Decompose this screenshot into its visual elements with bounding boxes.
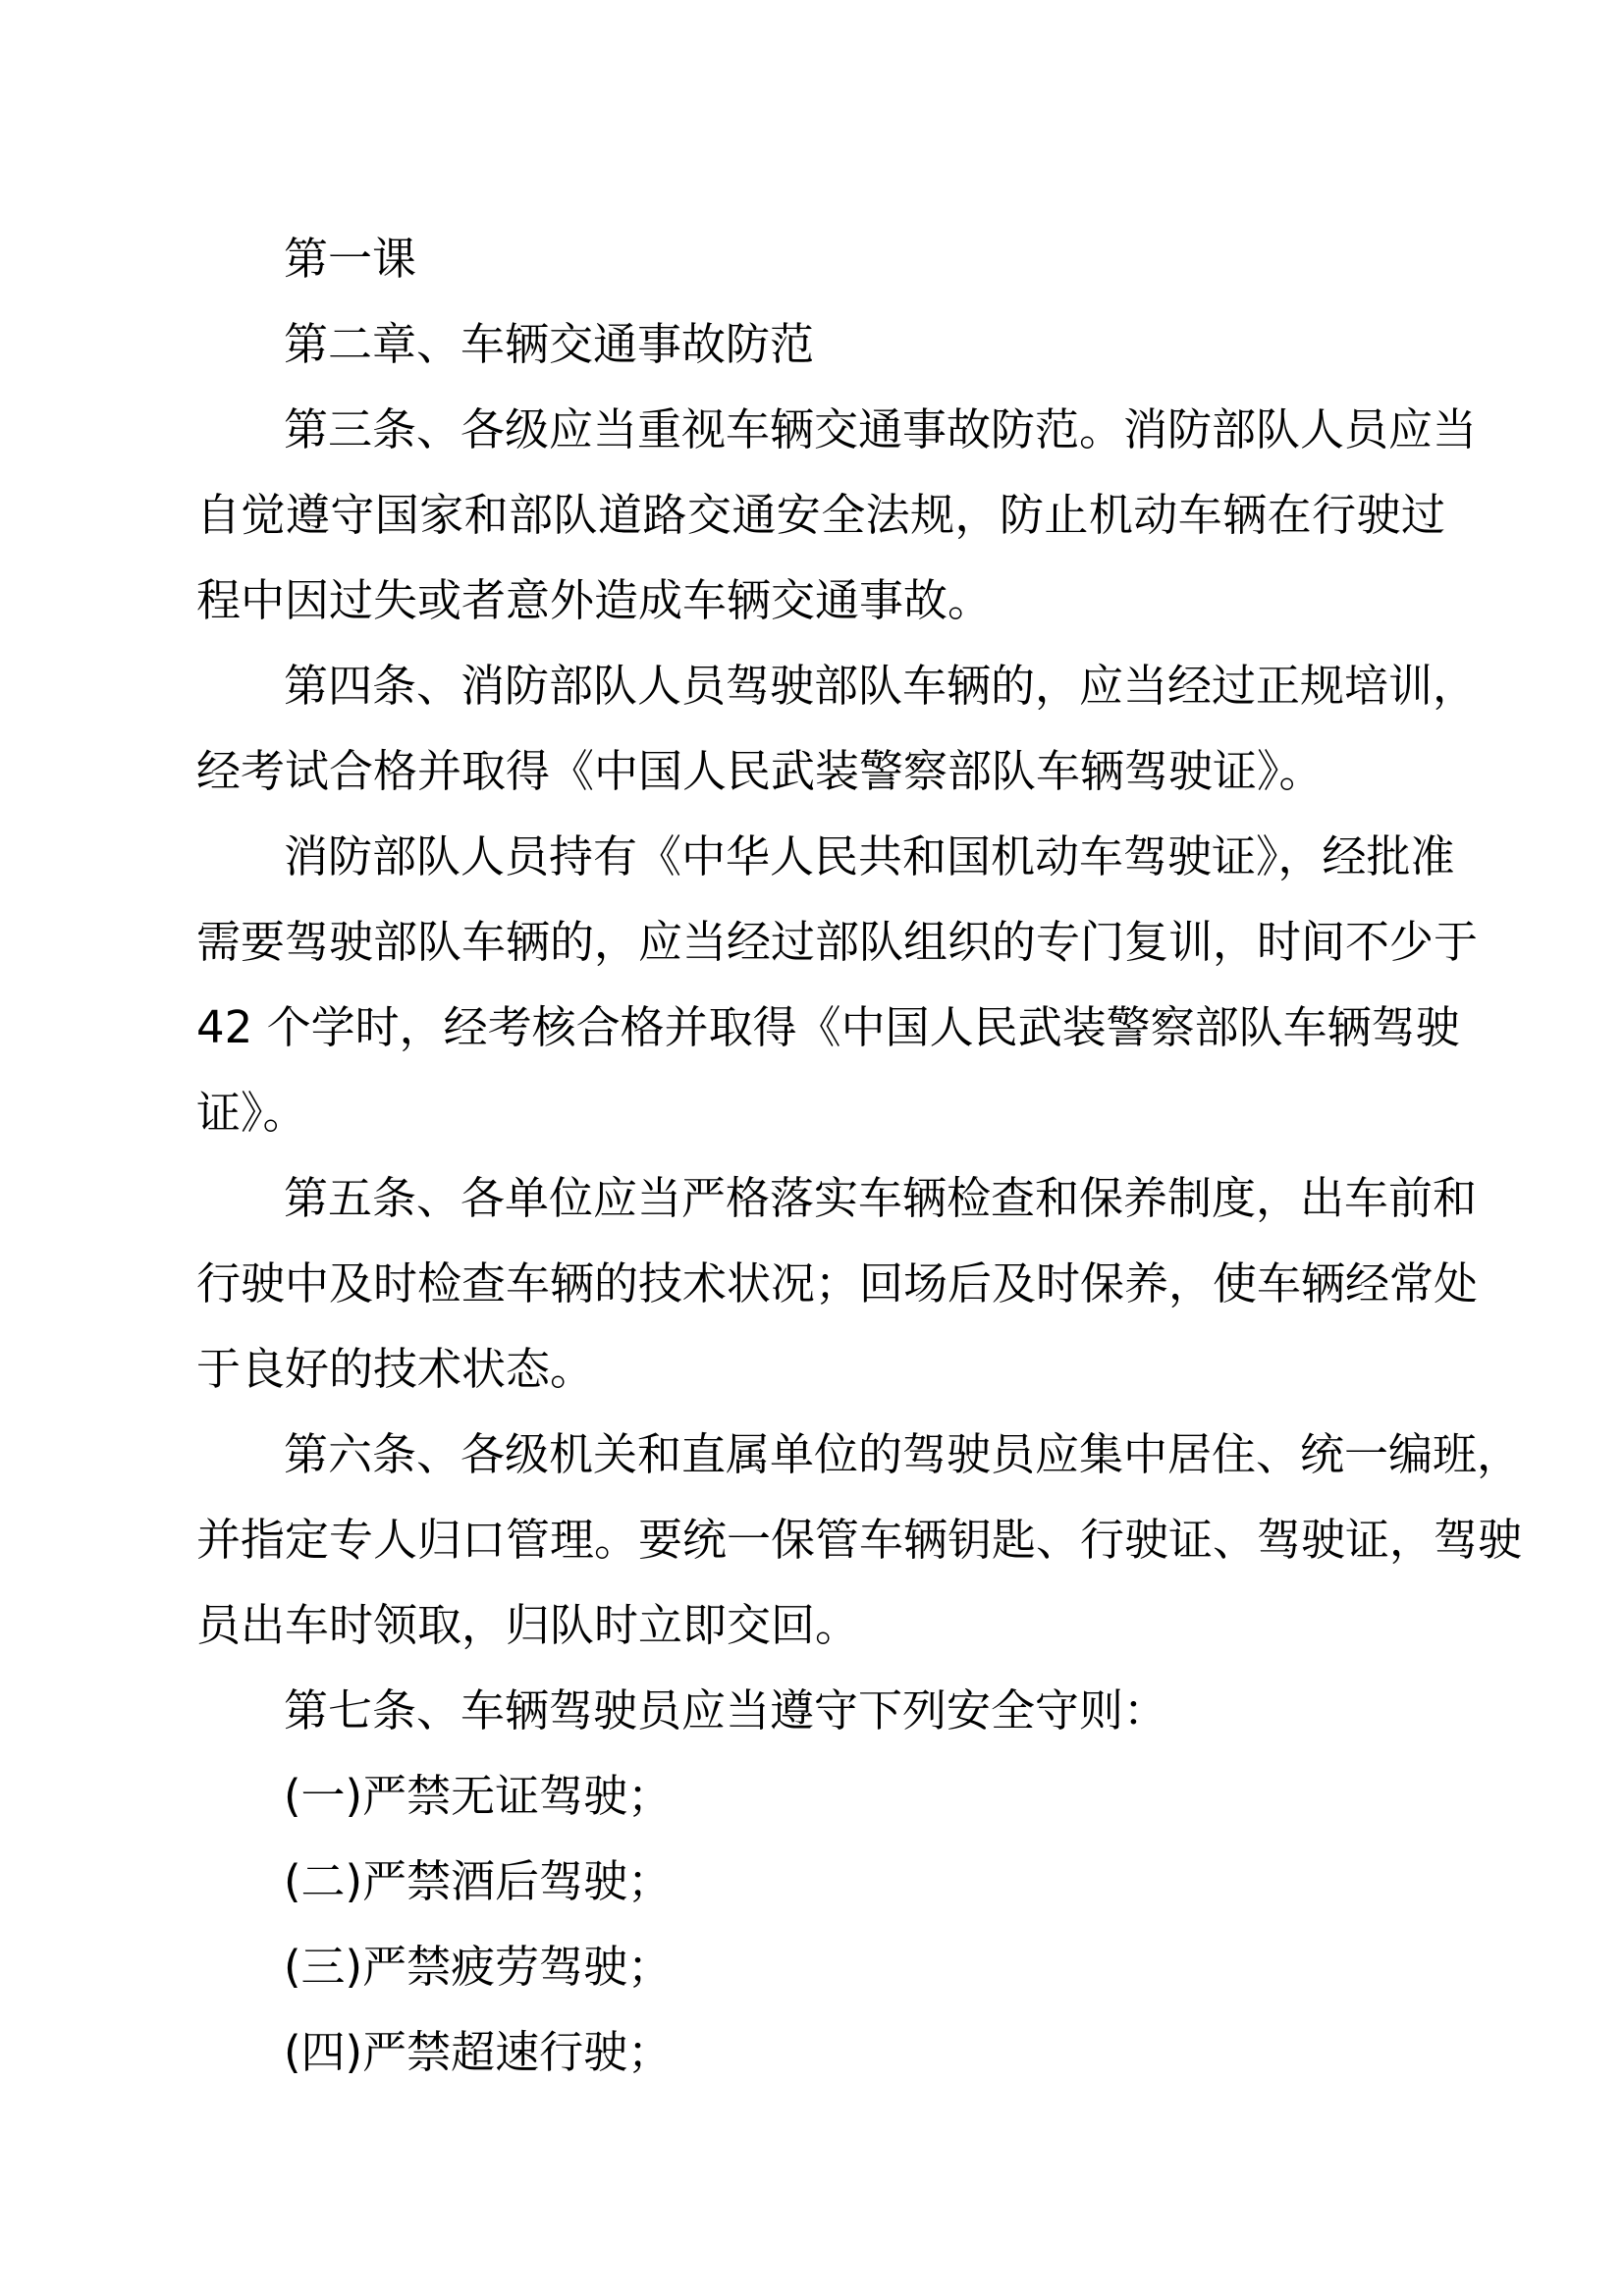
text-line: 第五条、各单位应当严格落实车辆检查和保养制度，出车前和 bbox=[284, 1172, 1478, 1224]
paragraph bbox=[196, 1753, 1445, 1839]
paragraph bbox=[196, 1668, 1445, 1753]
text-line: 员出车时领取，归队时立即交回。 bbox=[196, 1599, 860, 1651]
text-line: 经考试合格并取得《中国人民武装警察部队车辆驾驶证》。 bbox=[196, 745, 1324, 797]
paragraph bbox=[196, 2009, 1445, 2095]
paragraph bbox=[196, 387, 1478, 643]
paragraph bbox=[196, 1412, 1523, 1668]
text-line: 自觉遵守国家和部队道路交通安全法规，防止机动车辆在行驶过 bbox=[196, 489, 1445, 541]
text-line: 第七条、车辆驾驶员应当遵守下列安全守则： bbox=[284, 1684, 1168, 1736]
text-line: 行驶中及时检查车辆的技术状况；回场后及时保养，使车辆经常处 bbox=[196, 1257, 1479, 1309]
text-line: 42 个学时，经考核合格并取得《中国人民武装警察部队车辆驾驶 bbox=[196, 1001, 1460, 1053]
paragraph bbox=[196, 1155, 1479, 1412]
paragraph bbox=[196, 1924, 1445, 2009]
paragraph bbox=[196, 216, 1445, 301]
paragraph bbox=[196, 1839, 1445, 1924]
text-line: (二)严禁酒后驾驶； bbox=[284, 1855, 673, 1907]
text-line: (四)严禁超速行驶； bbox=[284, 2026, 673, 2078]
text-line: (三)严禁疲劳驾驶； bbox=[284, 1941, 673, 1993]
text-line: 程中因过失或者意外造成车辆交通事故。 bbox=[196, 574, 993, 626]
paragraph bbox=[196, 301, 1445, 387]
text-line: 第六条、各级机关和直属单位的驾驶员应集中居住、统一编班， bbox=[284, 1428, 1522, 1480]
text-line: 第二章、车辆交通事故防范 bbox=[284, 318, 815, 370]
text-line: 第三条、各级应当重视车辆交通事故防范。消防部队人员应当 bbox=[284, 403, 1478, 455]
text-line: 并指定专人归口管理。要统一保管车辆钥匙、行驶证、驾驶证，驾驶 bbox=[196, 1514, 1523, 1566]
text-line: (一)严禁无证驾驶； bbox=[284, 1770, 673, 1822]
text-line: 证》。 bbox=[196, 1087, 307, 1139]
text-line: 第四条、消防部队人员驾驶部队车辆的，应当经过正规培训， bbox=[284, 660, 1478, 712]
document-body bbox=[196, 216, 1523, 2095]
text-line: 第一课 bbox=[284, 233, 417, 285]
text-line: 于良好的技术状态。 bbox=[196, 1343, 595, 1395]
paragraph bbox=[196, 643, 1478, 814]
text-line: 消防部队人员持有《中华人民共和国机动车驾驶证》，经批准 bbox=[284, 830, 1455, 882]
text-line: 需要驾驶部队车辆的，应当经过部队组织的专门复训，时间不少于 bbox=[196, 916, 1479, 968]
paragraph bbox=[196, 814, 1479, 1155]
